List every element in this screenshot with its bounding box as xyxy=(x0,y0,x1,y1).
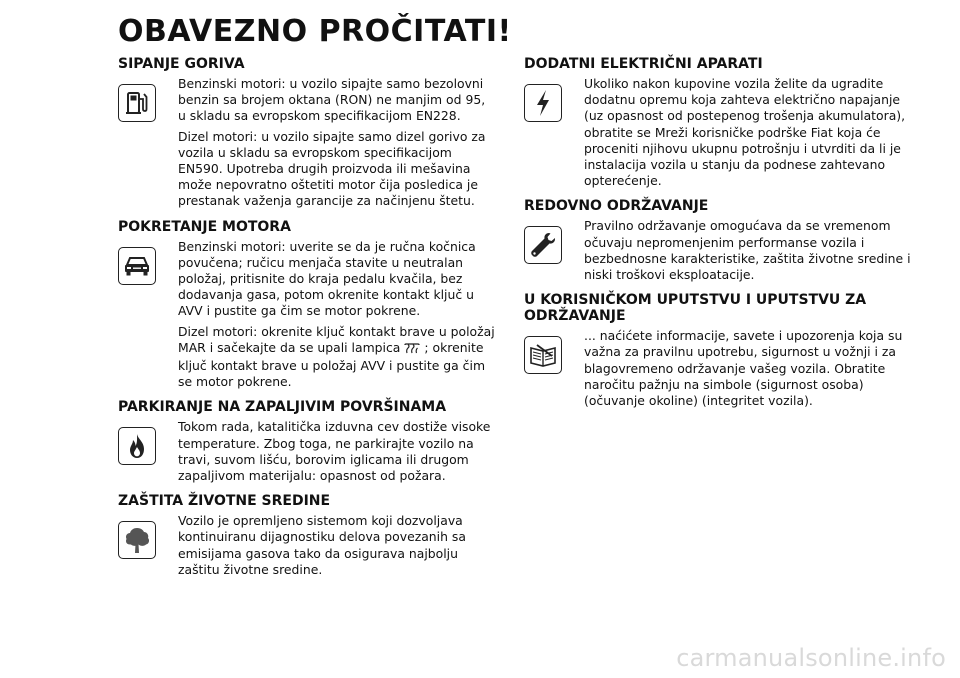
paragraph: Tokom rada, katalitička izduvna cev dostiže visoke temperature. Zbog toga, ne parkirajte vozilo na travi, suvom lišću, borovim iglicama ili drugom zapaljivom materijalu: opasnost od požara. xyxy=(178,419,491,484)
paragraph: Benzinski motori: u vozilo sipajte samo bezolovni benzin sa brojem oktana (RON) ne manjim od 95, u skladu sa evropskom specifikacijom EN228. xyxy=(178,76,486,124)
page-title: OBAVEZNO PROČITATI! xyxy=(118,14,512,49)
paragraph: Benzinski motori: uverite se da je ručna kočnica povučena; ručicu menjača stavite u neutralan položaj, pritisnite do kraja pedalu kvačila, bez dodavanja gasa, potom okrenite kontakt ključ u AVV i pustite ga čim se motor pokrene. xyxy=(178,238,476,319)
section-environment xyxy=(118,493,496,582)
glow-plug-icon xyxy=(404,342,420,358)
paragraph: Ukoliko nakon kupovine vozila želite da ugradite dodatnu opremu koja zahteva električno napajanje (uz opasnost od postepenog trošenja akumulatora), obratite se Mreži korisničke podrške Fiat koja će proceniti njihovu ukupnu potrošnju i utvrditi da li je instalacija vozila u stanju da podnese zahtevano opterećenje. xyxy=(584,76,906,189)
paragraph: ... naćićete informacije, savete i upozorenja koja su važna za pravilnu upotrebu, sigurnost u vožnji i za blagovremeno održavanje vašeg vozila. Obratite naročitu pažnju na simbole (sigurnost osoba) (očuvanje okoline) (integritet vozila). xyxy=(584,328,903,409)
paragraph-text: ; okrenite ključ kontakt brave u položaj AVV i pustite ga čim se motor pokrene. xyxy=(178,339,486,390)
paragraph xyxy=(178,324,496,391)
tree-icon xyxy=(118,521,156,559)
section-heading: SIPANJE GORIVA xyxy=(118,56,245,72)
section-heading: U KORISNIČKOM UPUTSTVU I UPUTSTVU ZA ODRŽAVANJE xyxy=(524,292,867,325)
section-engine-start xyxy=(118,219,496,395)
section-heading: ZAŠTITA ŽIVOTNE SREDINE xyxy=(118,493,331,510)
section-heading: POKRETANJE MOTORA xyxy=(118,218,291,235)
section-electrical xyxy=(524,56,914,193)
paragraph: Dizel motori: u vozilo sipajte samo dizel gorivo za vozila u skladu sa evropskom specifikacijom EN590. Upotreba drugih proizvoda ili mešavina može nepovratno oštetiti motor čija posledica je prestanak važenja garancije za načinjenu štetu. xyxy=(178,128,486,209)
flame-icon xyxy=(118,427,156,465)
paragraph: Vozilo je opremljeno sistemom koji dozvoljava kontinuiranu dijagnostiku delova povezanih sa emisijama gasova tako da osigurava najbolju zaštitu životne sredine. xyxy=(178,513,466,577)
section-parking xyxy=(118,399,496,488)
open-book-icon xyxy=(524,336,562,374)
paragraph-text: Dizel motori: okrenite ključ kontakt brave u položaj MAR i sačekajte da se upali lampica xyxy=(178,323,495,355)
car-front-icon xyxy=(118,247,156,285)
left-column xyxy=(118,56,496,587)
section-heading: DODATNI ELEKTRIČNI APARATI xyxy=(524,56,763,72)
section-heading: PARKIRANJE NA ZAPALJIVIM POVRŠINAMA xyxy=(118,399,447,416)
wrench-icon xyxy=(524,226,562,264)
section-fuel xyxy=(118,56,496,214)
section-heading: REDOVNO ODRŽAVANJE xyxy=(524,198,709,215)
watermark: carmanualsonline.info xyxy=(676,644,946,672)
section-manual xyxy=(524,292,914,413)
lightning-icon xyxy=(524,84,562,122)
right-column xyxy=(524,56,914,418)
fuel-pump-icon xyxy=(118,84,156,122)
paragraph: Pravilno održavanje omogućava da se vremenom očuvaju nepromenjenim performanse vozila i bezbednosne karakteristike, zaštita životne sredine i niski troškovi eksploatacije. xyxy=(584,218,911,283)
section-maintenance xyxy=(524,198,914,287)
